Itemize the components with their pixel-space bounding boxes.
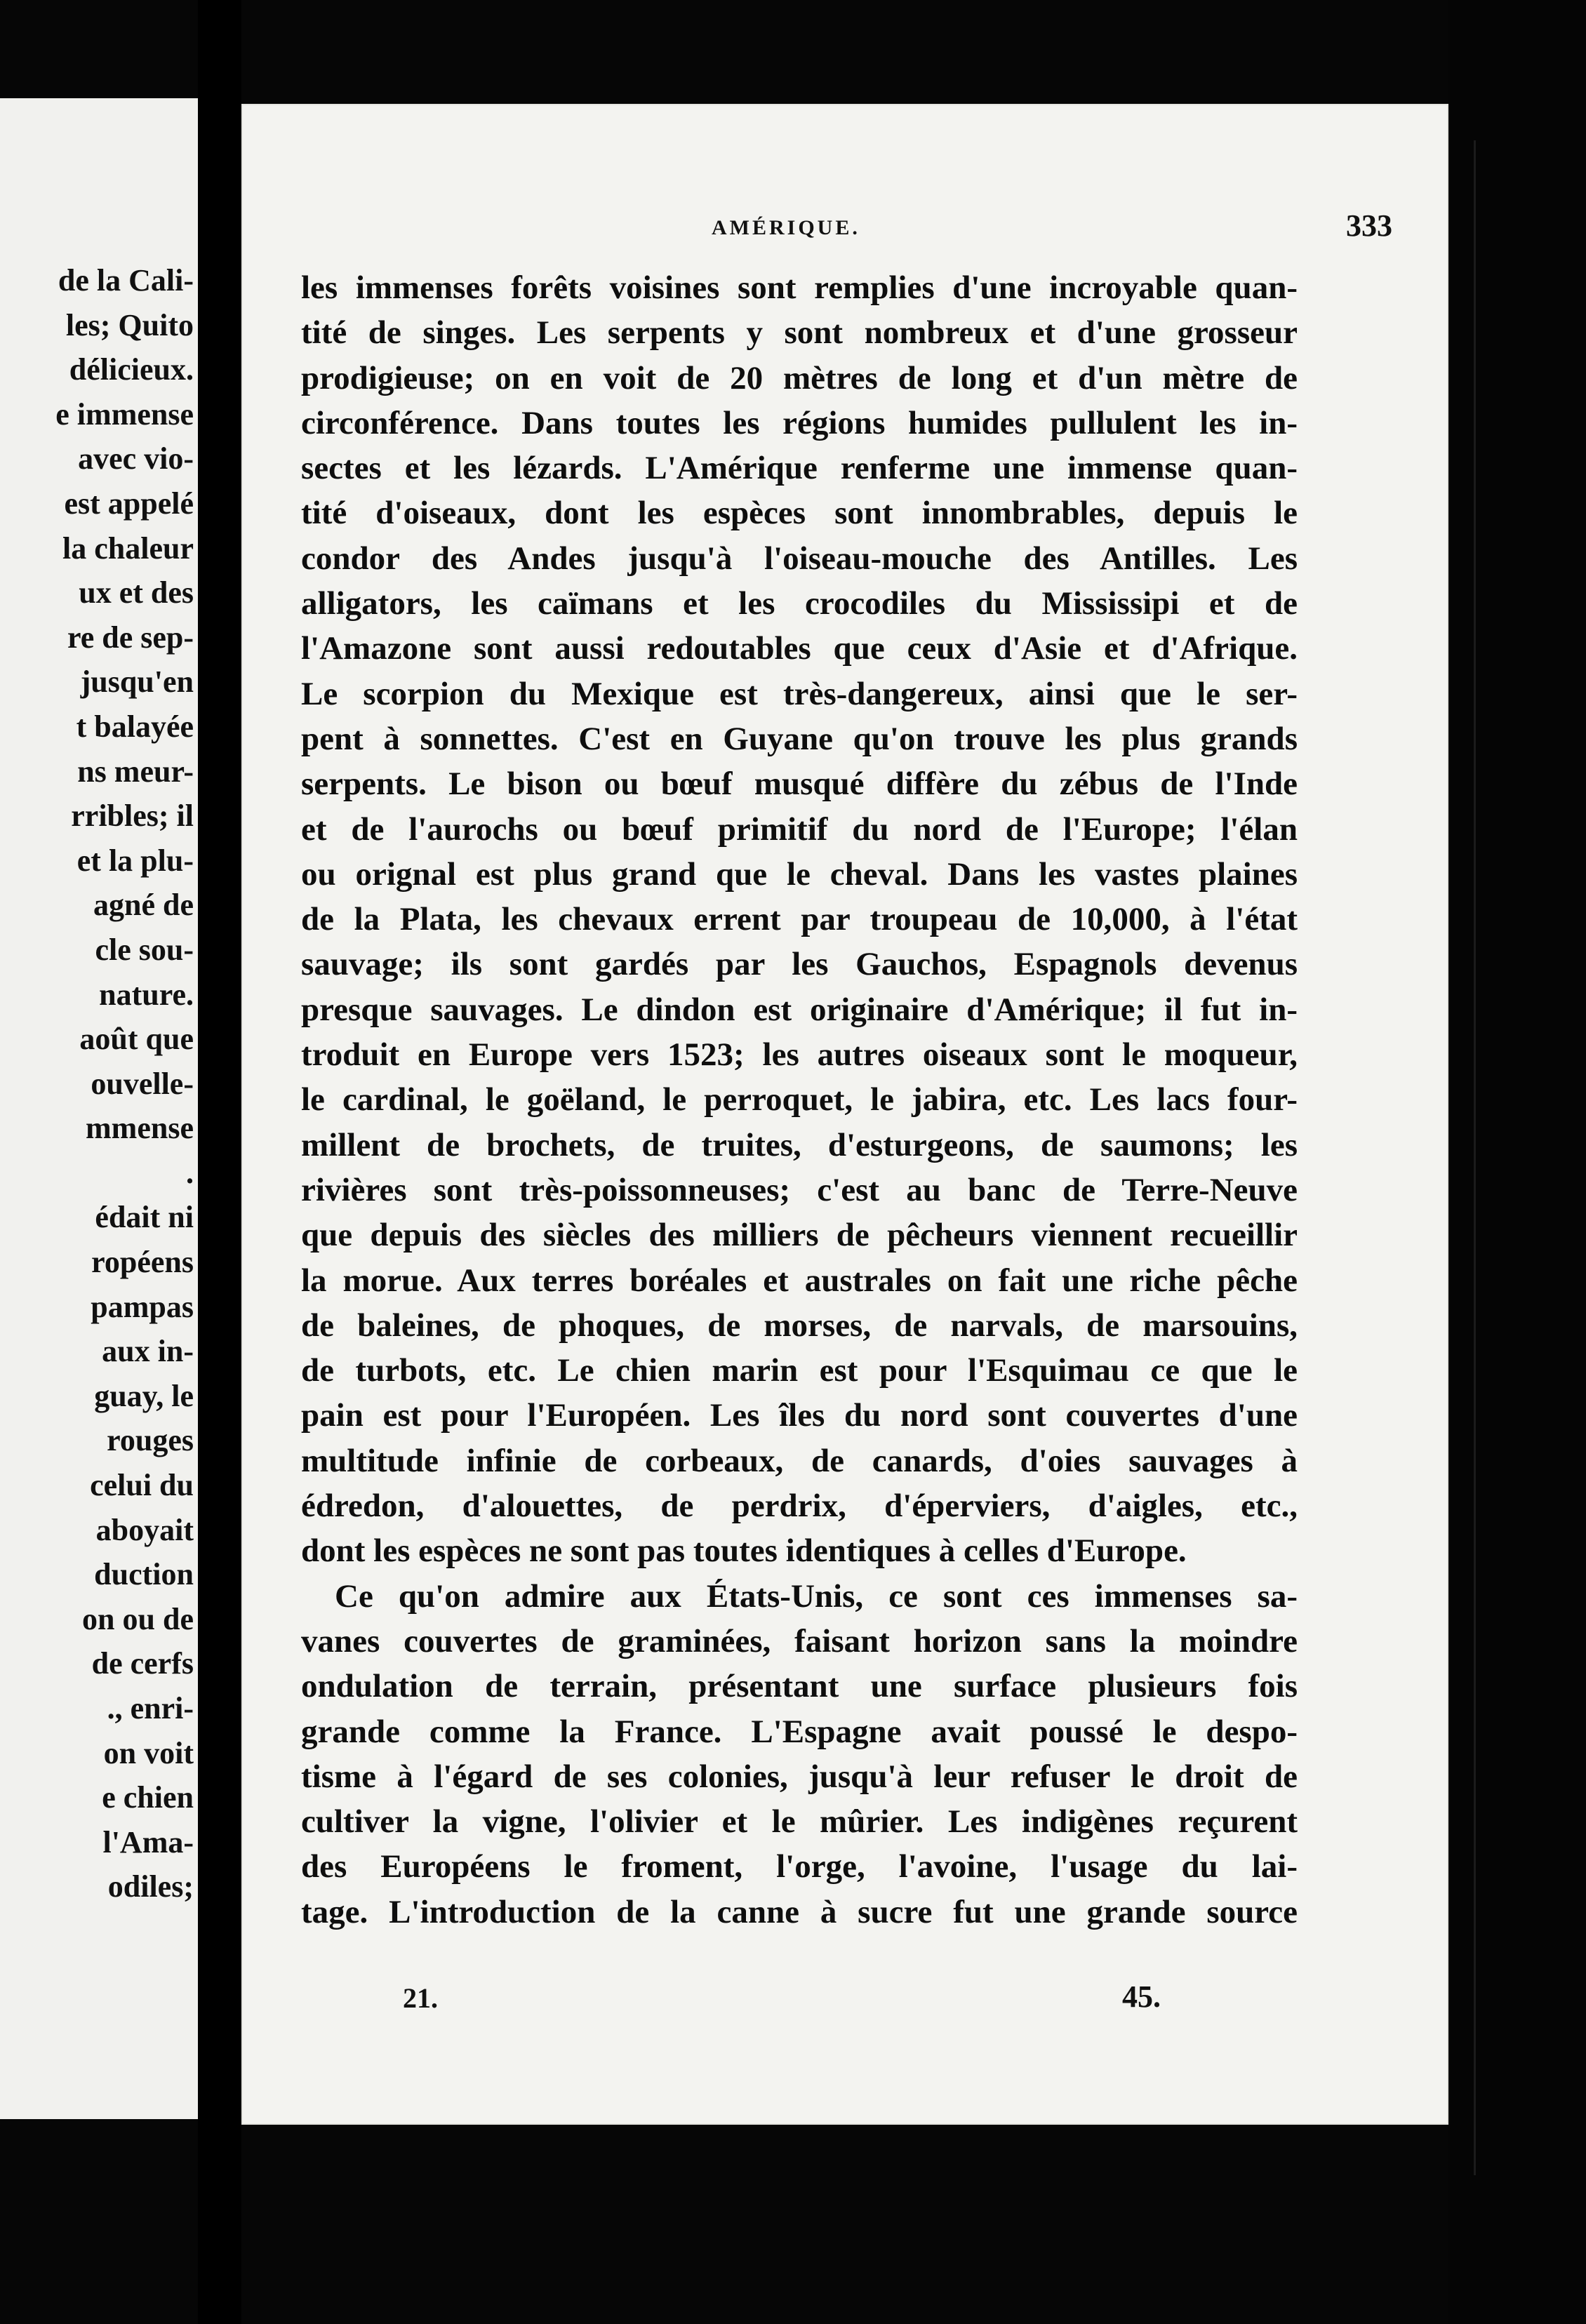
running-head-title: AMÉRIQUE. <box>712 216 860 239</box>
left-line: e immense <box>55 396 194 432</box>
left-line: guay, le <box>94 1378 194 1413</box>
text-line: édredon, d'alouettes, de perdrix, d'éperviers, d'aigles, etc., <box>301 1488 1298 1525</box>
text-line: circonférence. Dans toutes les régions humides pullulent les in- <box>301 404 1298 441</box>
left-line: jusqu'en <box>80 665 194 700</box>
text-line: troduit en Europe vers 1523; les autres oiseaux sont le moqueur, <box>301 1036 1298 1074</box>
text-line: rivières sont très-poissonneuses; c'est au banc de Terre-Neuve <box>301 1171 1298 1208</box>
text-line: ondulation de terrain, présentant une surface plusieurs fois <box>301 1668 1298 1705</box>
page-edge-line <box>1474 140 1476 2175</box>
signature-mark: 21. <box>403 1982 438 2014</box>
left-line: nature. <box>99 977 194 1012</box>
page-number: 333 <box>1346 208 1392 243</box>
left-line: août que <box>79 1022 194 1057</box>
left-line: la chaleur <box>62 530 194 566</box>
left-line: ux et des <box>79 575 194 610</box>
text-line: prodigieuse; on en voit de 20 mètres de long et d'un mètre de <box>301 359 1298 396</box>
left-line: ., enri- <box>107 1691 194 1725</box>
text-line: tité de singes. Les serpents y sont nombreux et d'une grosseur <box>301 314 1298 352</box>
left-line: et la plu- <box>76 843 194 878</box>
text-line: tisme à l'égard de ses colonies, jusqu'à leur refuser le droit de <box>301 1758 1298 1795</box>
left-facing-page <box>0 98 198 2119</box>
text-line: pain est pour l'Européen. Les îles du nord sont couvertes d'une <box>301 1397 1298 1434</box>
text-line: grande comme la France. L'Espagne avait poussé le despo- <box>301 1713 1298 1750</box>
left-line: t balayée <box>76 709 194 744</box>
left-line: avec vio- <box>78 441 194 476</box>
left-line: mmense <box>86 1111 194 1146</box>
text-line: condor des Andes jusqu'à l'oiseau-mouche des Antilles. Les <box>301 540 1298 577</box>
text-line: vanes couvertes de graminées, faisant horizon sans la moindre <box>301 1622 1298 1659</box>
left-line: ouvelle- <box>91 1066 194 1101</box>
left-page-text <box>0 258 194 1909</box>
left-line: rribles; il <box>71 799 194 834</box>
left-line: pampas <box>91 1289 194 1324</box>
text-line: cultiver la vigne, l'olivier et le mûrier. Les indigènes reçurent <box>301 1803 1298 1841</box>
text-line: de baleines, de phoques, de morses, de narvals, de marsouins, <box>301 1307 1298 1344</box>
text-line: multitude infinie de corbeaux, de canards, d'oies sauvages à <box>301 1442 1298 1479</box>
left-line: on voit <box>103 1735 194 1770</box>
left-line: e chien <box>102 1780 194 1815</box>
footer-number: 45. <box>1122 1979 1161 2014</box>
text-line: serpents. Le bison ou bœuf musqué diffère du zébus de l'Inde <box>301 766 1298 803</box>
main-page <box>241 104 1448 2125</box>
left-line: agné de <box>93 888 194 923</box>
body-text <box>301 265 1298 1935</box>
text-line: les immenses forêts voisines sont remplies d'une incroyable quan- <box>301 269 1298 306</box>
left-line: est appelé <box>64 486 194 521</box>
left-line: duction <box>94 1557 194 1592</box>
left-line: ns meur- <box>77 754 194 789</box>
text-line: le cardinal, le goëland, le perroquet, le jabira, etc. Les lacs four- <box>301 1081 1298 1118</box>
text-line: pent à sonnettes. C'est en Guyane qu'on trouve les plus grands <box>301 720 1298 757</box>
left-line: rouges <box>107 1423 194 1458</box>
left-line: délicieux. <box>69 352 194 387</box>
text-line: tité d'oiseaux, dont les espèces sont innombrables, depuis le <box>301 495 1298 532</box>
left-line: l'Ama- <box>102 1824 194 1859</box>
text-line: Le scorpion du Mexique est très-dangereux, ainsi que le ser- <box>301 675 1298 712</box>
text-line: et de l'aurochs ou bœuf primitif du nord de l'Europe; l'élan <box>301 810 1298 848</box>
text-line: presque sauvages. Le dindon est originaire d'Amérique; il fut in- <box>301 991 1298 1028</box>
text-line: de turbots, etc. Le chien marin est pour l'Esquimau ce que le <box>301 1352 1298 1389</box>
text-line: l'Amazone sont aussi redoutables que ceux d'Asie et d'Afrique. <box>301 630 1298 667</box>
text-line: dont les espèces ne sont pas toutes identiques à celles d'Europe. <box>301 1532 1187 1570</box>
left-line: re de sep- <box>67 620 194 655</box>
text-line: alligators, les caïmans et les crocodiles du Mississipi et de <box>301 585 1298 622</box>
left-line: aux in- <box>102 1334 194 1369</box>
text-line: la morue. Aux terres boréales et australes on fait une riche pêche <box>301 1262 1298 1299</box>
left-line: . <box>186 1155 194 1190</box>
text-line: de la Plata, les chevaux errent par troupeau de 10,000, à l'état <box>301 901 1298 938</box>
book-gutter <box>198 0 241 2324</box>
left-line: les; Quito <box>65 307 194 342</box>
text-line: que depuis des siècles des milliers de pêcheurs viennent recueillir <box>301 1217 1298 1254</box>
text-line: des Européens le froment, l'orge, l'avoine, l'usage du lai- <box>301 1848 1298 1885</box>
right-scan-margin <box>1448 0 1586 2324</box>
left-line: de la Cali- <box>58 263 194 298</box>
text-line: sectes et les lézards. L'Amérique renferme une immense quan- <box>301 450 1298 487</box>
left-line: de cerfs <box>91 1646 194 1681</box>
text-line: ou orignal est plus grand que le cheval. Dans les vastes plaines <box>301 855 1298 893</box>
text-line: Ce qu'on admire aux États-Unis, ce sont ces immenses sa- <box>335 1577 1298 1615</box>
left-line: odiles; <box>107 1869 194 1904</box>
left-line: cle sou- <box>95 932 194 967</box>
text-line: tage. L'introduction de la canne à sucre fut une grande source <box>301 1893 1298 1930</box>
left-line: on ou de <box>82 1601 194 1636</box>
left-line: celui du <box>90 1468 194 1503</box>
text-line: millent de brochets, de truites, d'esturgeons, de saumons; les <box>301 1126 1298 1163</box>
text-line: sauvage; ils sont gardés par les Gauchos, Espagnols devenus <box>301 946 1298 983</box>
left-line: aboyait <box>95 1512 194 1547</box>
left-line: édait ni <box>95 1200 194 1235</box>
left-line: ropéens <box>91 1245 194 1280</box>
